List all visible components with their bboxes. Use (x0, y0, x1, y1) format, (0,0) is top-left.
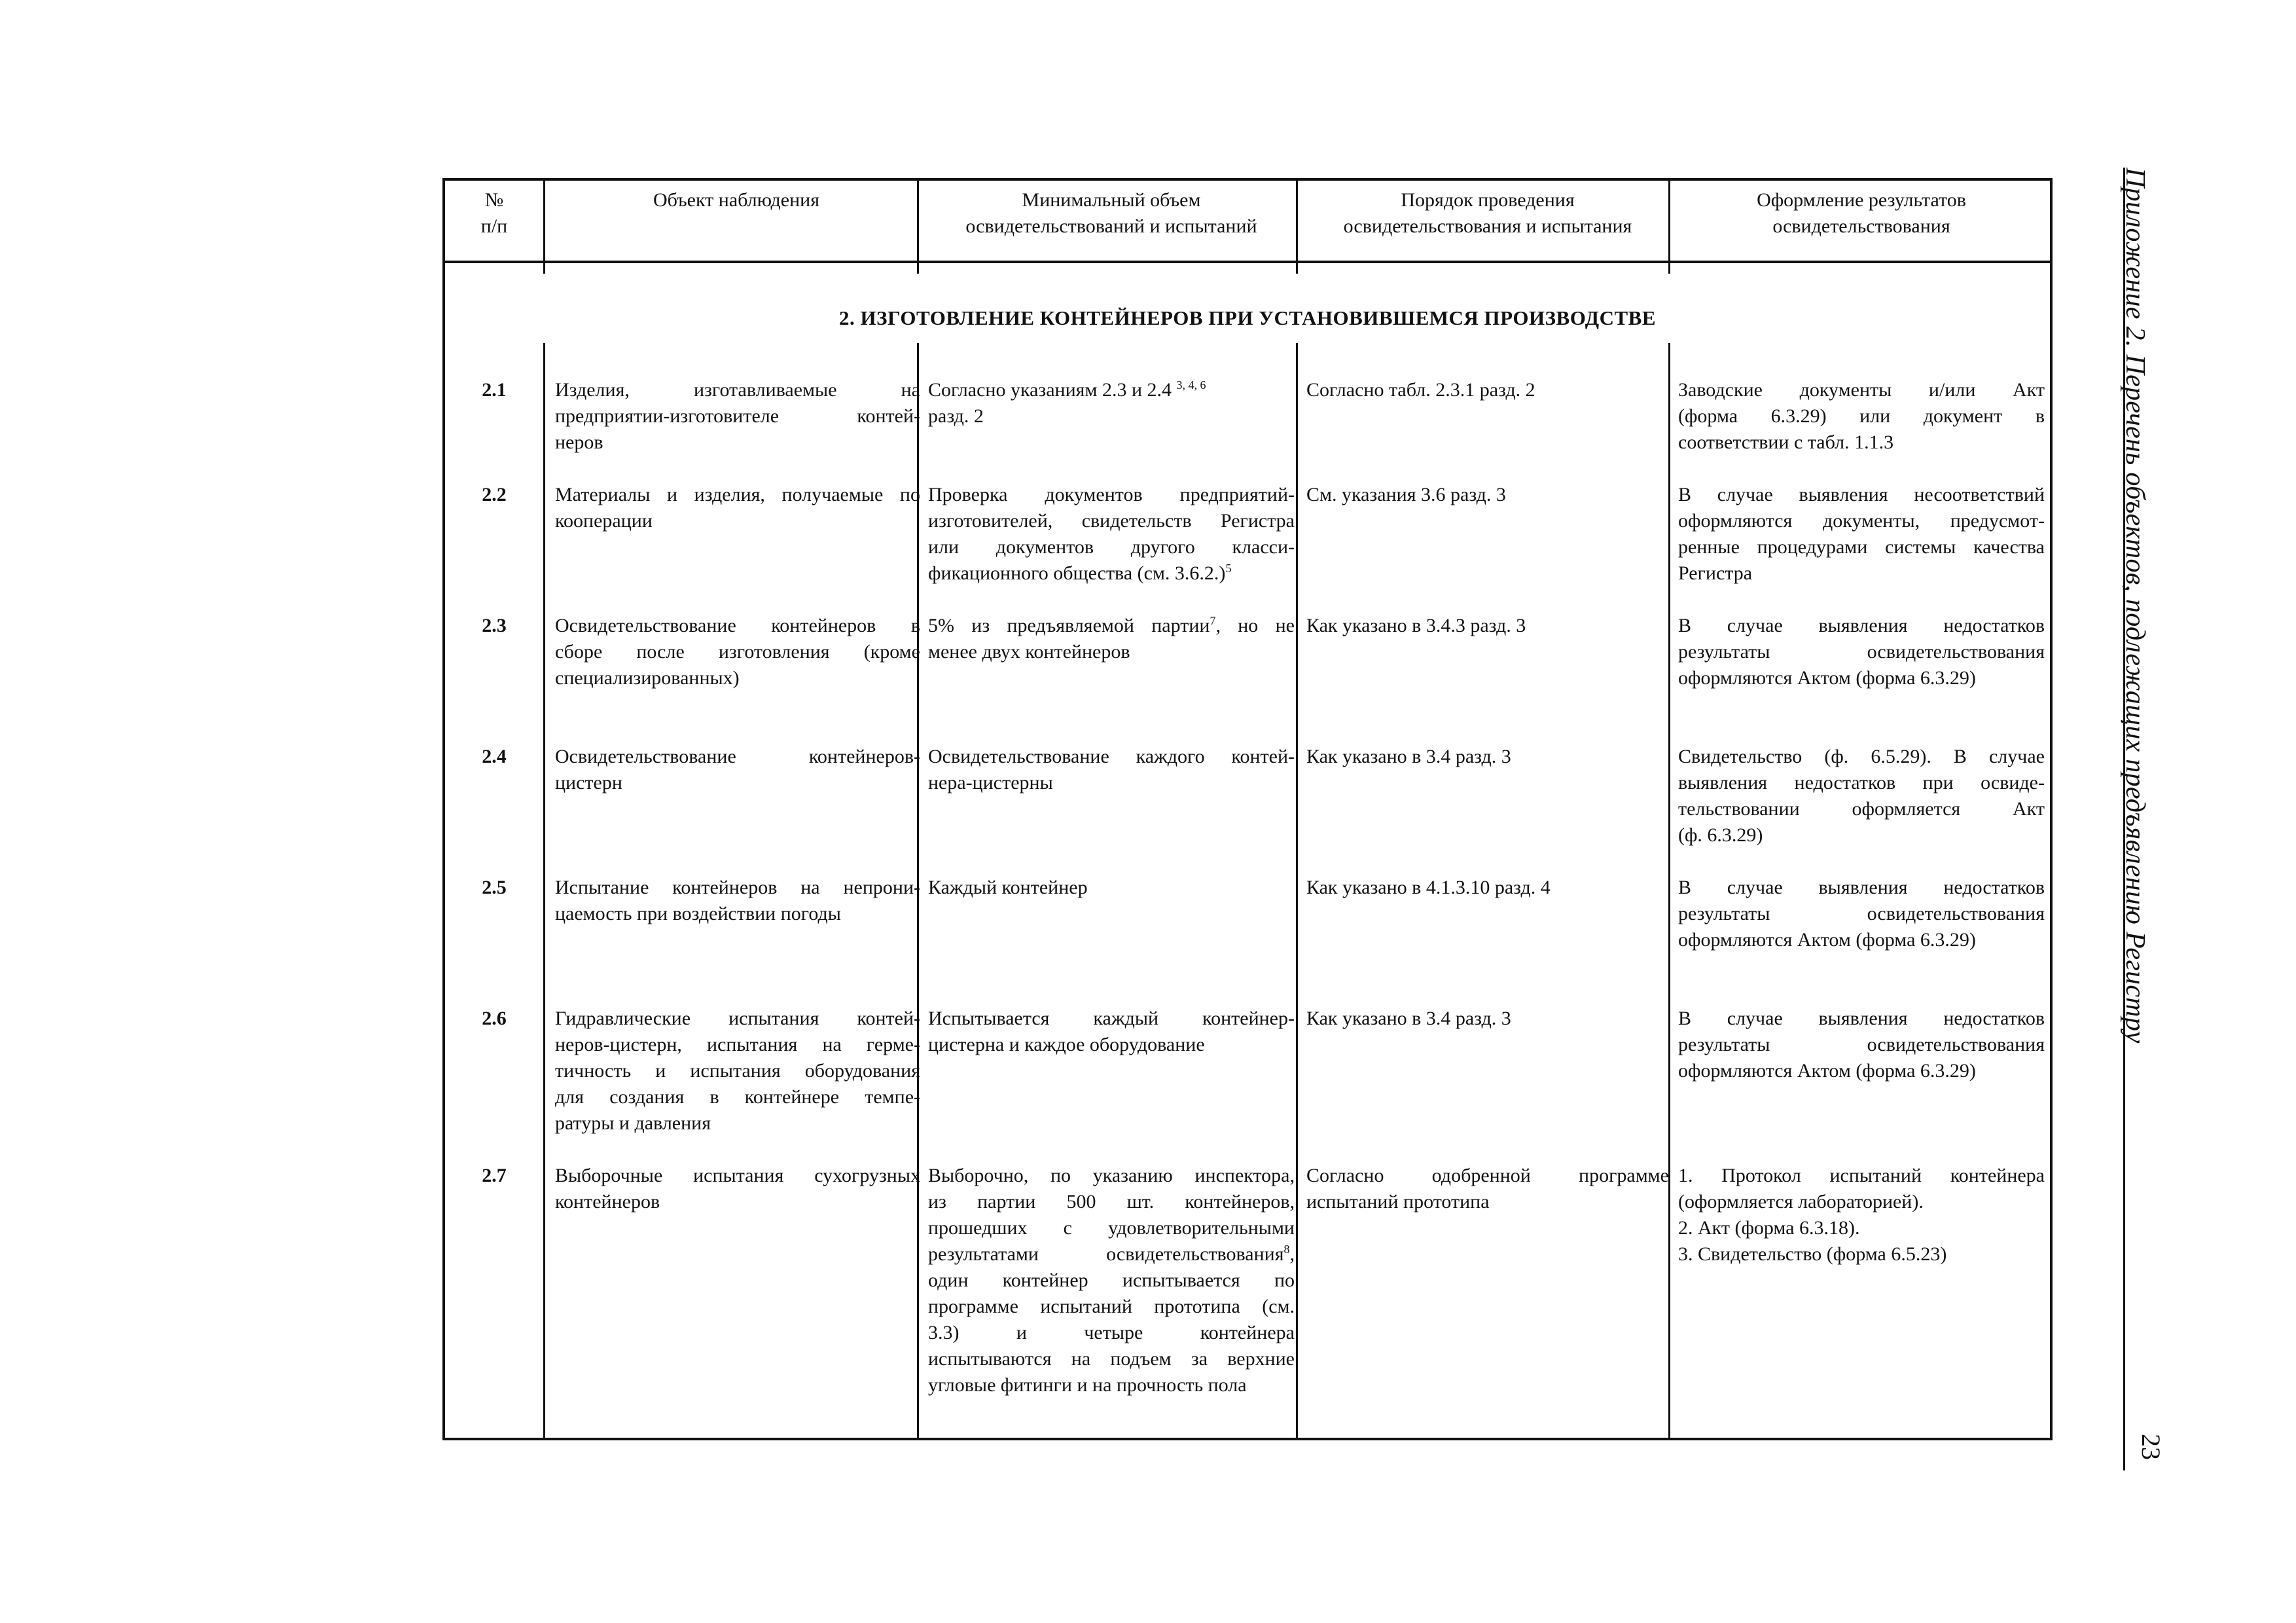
header-minimum (928, 181, 1295, 261)
cell-line: Гидравлические испытания контей- (555, 1008, 920, 1029)
inspection-table (442, 178, 2053, 1440)
cell-line: 2. Акт (форма 6.3.18). (1678, 1217, 1860, 1239)
cell-line: (оформляется лабораторией). (1678, 1191, 1924, 1213)
result-cell (1678, 875, 2045, 953)
cell-line: сборе после изготовления (кроме (555, 641, 920, 663)
cell-line: Материалы и изделия, получаемые по (555, 484, 920, 505)
object-cell (555, 875, 920, 927)
cell-line: Испытание контейнеров на непрони- (555, 877, 920, 898)
header-text: освидетельствований и испытаний (965, 215, 1257, 237)
cell-line: цистерна и каждое оборудование (928, 1034, 1205, 1055)
minimum-cell (928, 1006, 1295, 1058)
cell-line: Согласно указаниям 2.3 и 2.4 (928, 379, 1172, 401)
cell-line: выявления недостатков при освиде- (1678, 772, 2045, 793)
cell-line: (ф. 6.3.29) (1678, 824, 1763, 846)
cell-line: предприятии-изготовителе контей- (555, 405, 920, 427)
object-cell (555, 1006, 920, 1137)
row-number: 2.6 (482, 1008, 507, 1029)
cell-line: Согласно одобренной программе (1306, 1165, 1669, 1186)
cell-line: один контейнер испытывается по (928, 1269, 1295, 1291)
cell-line: для создания в контейнере темпе- (555, 1086, 920, 1108)
cell-line: (форма 6.3.29) или документ в (1678, 405, 2045, 427)
cell-line: специализированных) (555, 667, 740, 689)
appendix-title: Приложение 2. Перечень объектов, подлежащих предъявлению Регистру (2120, 168, 2150, 1044)
cell-line: разд. 2 (928, 405, 984, 427)
result-cell (1678, 744, 2045, 848)
cell-line: Освидетельствование контейнеров в (555, 615, 920, 636)
row-number: 2.2 (482, 484, 507, 505)
cell-line: оформляются Актом (форма 6.3.29) (1678, 929, 1976, 951)
row-number: 2.4 (482, 746, 507, 767)
header-text: Объект наблюдения (653, 189, 820, 211)
cell-line: ренные процедурами системы качества (1678, 536, 2045, 558)
result-cell (1678, 1163, 2045, 1267)
cell-line: Как указано в 3.4 разд. 3 (1306, 746, 1511, 767)
cell-line: В случае выявления недостатков (1678, 615, 2045, 636)
row-number: 2.5 (482, 877, 507, 898)
procedure-cell (1306, 377, 1669, 403)
result-cell (1678, 377, 2045, 456)
cell-line: , (1289, 1243, 1295, 1265)
minimum-cell (928, 482, 1295, 587)
cell-line: цистерн (555, 772, 622, 793)
object-cell (555, 377, 920, 456)
footnote-ref: 8 (1283, 1243, 1290, 1256)
cell-line: Освидетельствование контейнеров- (555, 746, 920, 767)
table-header-row (445, 181, 2050, 263)
header-text: № (484, 189, 504, 211)
cell-line: Свидетельство (ф. 6.5.29). В случае (1678, 746, 2045, 767)
cell-line: Как указано в 3.4 разд. 3 (1306, 1008, 1511, 1029)
header-text: п/п (480, 215, 508, 237)
cell-line: изготовителей, свидетельств Регистра (928, 510, 1295, 532)
procedure-cell (1306, 744, 1669, 770)
row-number: 2.7 (482, 1165, 507, 1186)
cell-line: результаты освидетельствования (1678, 1034, 2045, 1055)
cell-line: угловые фитинги и на прочность пола (928, 1374, 1247, 1396)
column-divider (1296, 343, 1298, 1440)
object-cell (555, 613, 920, 691)
column-divider (1296, 181, 1298, 274)
cell-line: фикационного общества (см. 3.6.2.) (928, 562, 1226, 584)
header-text: Порядок проведения (1401, 189, 1575, 211)
cell-line: , но не (1215, 615, 1295, 636)
cell-line: В случае выявления недостатков (1678, 1008, 2045, 1029)
result-cell (1678, 482, 2045, 587)
cell-line: 3. Свидетельство (форма 6.5.23) (1678, 1243, 1947, 1265)
cell-line: 3.3) и четыре контейнера (928, 1322, 1295, 1343)
header-object (554, 181, 919, 261)
cell-line: Заводские документы и/или Акт (1678, 379, 2045, 401)
cell-line: цаемость при воздействии погоды (555, 903, 841, 924)
header-procedure (1306, 181, 1669, 261)
page-number: 23 (2136, 1434, 2166, 1460)
procedure-cell (1306, 1163, 1669, 1215)
cell-line: программе испытаний прототипа (см. (928, 1296, 1295, 1317)
cell-line: ратуры и давления (555, 1112, 711, 1134)
header-text: Минимальный объем (1022, 189, 1201, 211)
cell-line: Изделия, изготавливаемые на (555, 379, 920, 401)
header-text: освидетельствования (1772, 215, 1950, 237)
cell-line: Согласно табл. 2.3.1 разд. 2 (1306, 379, 1535, 401)
result-cell (1678, 1006, 2045, 1084)
cell-line: тичность и испытания оборудования (555, 1060, 920, 1082)
cell-line: результаты освидетельствования (1678, 903, 2045, 924)
footnote-ref: 3, 4, 6 (1176, 378, 1206, 392)
cell-line: Освидетельствование каждого контей- (928, 746, 1295, 767)
cell-line: 1. Протокол испытаний контейнера (1678, 1165, 2045, 1186)
header-text: освидетельствования и испытания (1343, 215, 1632, 237)
cell-line: Выборочные испытания сухогрузных (555, 1165, 920, 1186)
cell-line: из партии 500 шт. контейнеров, (928, 1191, 1295, 1213)
cell-line: испытываются на подъем за верхние (928, 1348, 1295, 1370)
cell-line: испытаний прототипа (1306, 1191, 1490, 1213)
cell-line: Испытывается каждый контейнер- (928, 1008, 1295, 1029)
header-result (1678, 181, 2045, 261)
cell-line: кооперации (555, 510, 653, 532)
cell-line: Каждый контейнер (928, 877, 1088, 898)
cell-line: тельствовании оформляется Акт (1678, 798, 2045, 820)
cell-line: Выборочно, по указанию инспектора, (928, 1165, 1295, 1186)
cell-line: соответствии с табл. 1.1.3 (1678, 431, 1894, 453)
row-number: 2.1 (482, 379, 507, 401)
cell-line: Регистра (1678, 562, 1753, 584)
cell-line: оформляются документы, предусмот- (1678, 510, 2045, 532)
cell-line: или документов другого класси- (928, 536, 1295, 558)
footnote-ref: 7 (1210, 614, 1216, 627)
cell-line: неров-цистерн, испытания на герме- (555, 1034, 920, 1055)
cell-line: нера-цистерны (928, 772, 1053, 793)
procedure-cell (1306, 1006, 1669, 1032)
cell-line: Как указано в 4.1.3.10 разд. 4 (1306, 877, 1551, 898)
minimum-cell (928, 875, 1295, 901)
cell-line: В случае выявления несоответствий (1678, 484, 2045, 505)
header-text: Оформление результатов (1757, 189, 1966, 211)
procedure-cell (1306, 482, 1669, 508)
minimum-cell (928, 1163, 1295, 1398)
cell-line: результаты освидетельствования (1678, 641, 2045, 663)
cell-line: менее двух контейнеров (928, 641, 1130, 663)
object-cell (555, 1163, 920, 1215)
section-title: 2. ИЗГОТОВЛЕНИЕ КОНТЕЙНЕРОВ ПРИ УСТАНОВИВШЕМСЯ ПРОИЗВОДСТВЕ (838, 306, 1657, 329)
header-number (445, 181, 543, 261)
row-number: 2.3 (482, 615, 507, 636)
cell-line: контейнеров (555, 1191, 660, 1213)
cell-line: Как указано в 3.4.3 разд. 3 (1306, 615, 1526, 636)
cell-line: См. указания 3.6 разд. 3 (1306, 484, 1506, 505)
cell-line: прошедших с удовлетворительными (928, 1217, 1295, 1239)
result-cell (1678, 613, 2045, 691)
column-divider (543, 343, 545, 1440)
cell-line: результатами освидетельствования (928, 1243, 1284, 1265)
cell-line: оформляются Актом (форма 6.3.29) (1678, 1060, 1976, 1082)
minimum-cell (928, 744, 1295, 796)
footnote-ref: 5 (1225, 562, 1232, 575)
cell-line: 5% из предъявляемой партии (928, 615, 1210, 636)
column-divider (1668, 181, 1670, 274)
minimum-cell (928, 613, 1295, 665)
procedure-cell (1306, 613, 1669, 639)
cell-line: оформляются Актом (форма 6.3.29) (1678, 667, 1976, 689)
cell-line: неров (555, 431, 603, 453)
column-divider (917, 181, 919, 274)
cell-line: В случае выявления недостатков (1678, 877, 2045, 898)
column-divider (543, 181, 545, 274)
cell-line: Проверка документов предприятий- (928, 484, 1295, 505)
object-cell (555, 744, 920, 796)
object-cell (555, 482, 920, 534)
minimum-cell (928, 377, 1295, 429)
side-header (2115, 168, 2155, 1470)
procedure-cell (1306, 875, 1669, 901)
